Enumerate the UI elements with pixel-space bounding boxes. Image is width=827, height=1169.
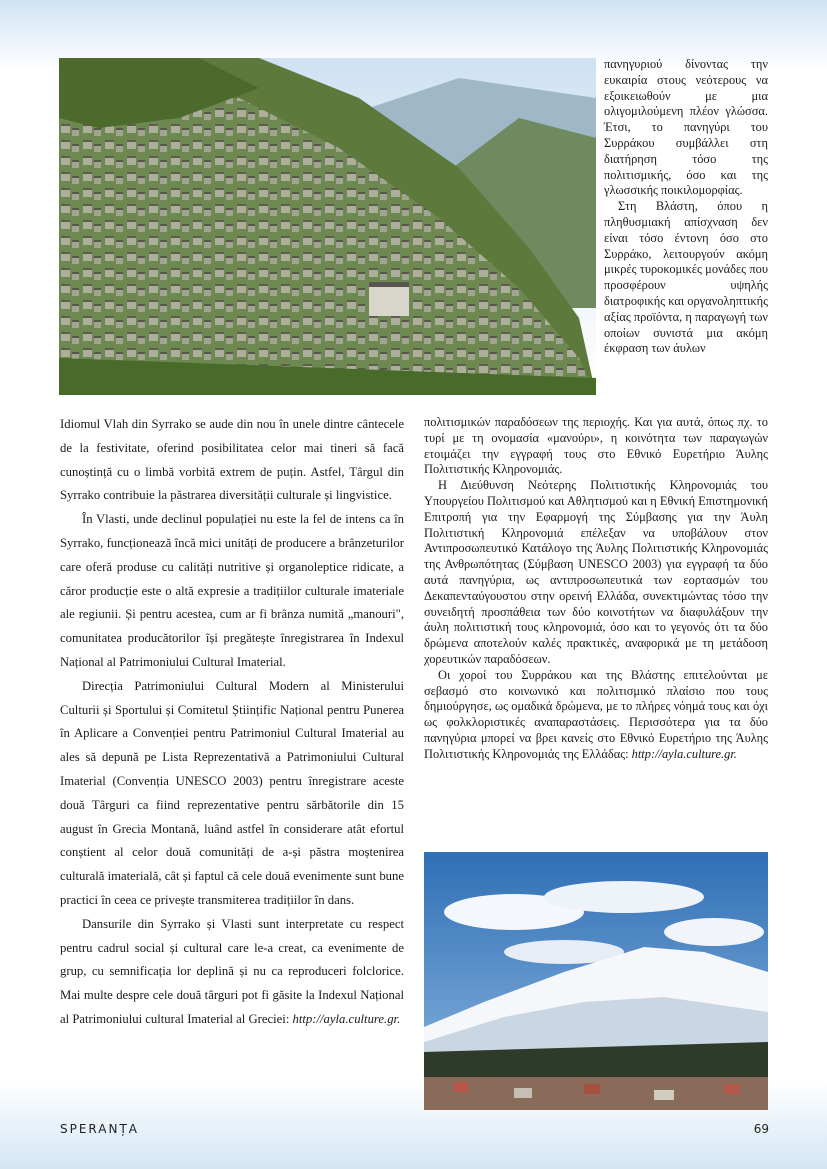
romanian-paragraph-1: Idiomul Vlah din Syrrako se aude din nou în unele dintre cântecele de la festivitate, oferind posibilitatea celor mai tineri să facă cunoștință cu o limbă vorbită extrem de puțin. Astfel, Târgul din Syrrako contribuie la păstrarea diversității culturale și lingvistice. <box>60 417 404 503</box>
romanian-paragraph-3: Direcția Patrimoniului Cultural Modern al Ministerului Culturii și Sportului și Comitetul Științific Național pentru Punerea în Aplicare a Convenției pentru Patrimoniul Cultural Imaterial au ales să depună pe Lista Reprezentativă a Patrimoniului Cultural Imaterial (Convenția UNESCO 2003) pentru înregistrare aceste două Târguri ca fiind reprezentative pentru sărbătorile din 15 august în Grecia Montană, luând astfel în considerare atât efortul conștient al celor două comunități de a-și păstra moștenirea culturală imaterială, cât și faptul că cele două evenimente sunt bune practici în ceea ce privește transmiterea tradițiilor în dans. <box>60 678 404 907</box>
greek-column-top <box>604 57 768 357</box>
romanian-paragraph-4-text: Dansurile din Syrrako și Vlasti sunt interpretate cu respect pentru cadrul social și cultural care le-a creat, ca evenimente de grup, cu semnificația lor deplină și nu ca reproduceri folclorice. Mai multe despre cele două târguri pot fi găsite la Indexul Național al Patrimoniului cultural Imaterial al Greciei: <box>60 916 404 1026</box>
romanian-link[interactable]: http://ayla.culture.gr. <box>292 1011 401 1026</box>
page-number: 69 <box>753 1122 769 1136</box>
greek-paragraph-3: Η Διεύθυνση Νεότερης Πολιτιστικής Κληρονομιάς του Υπουργείου Πολιτισμού και Αθλητισμού και η Εθνική Επιστημονική Επιτροπή για την Εφαρμογή της Σύμβασης για την Άυλη Πολιτιστική Κληρονομιά επέλεξαν να υποβάλουν στον Αντιπροσωπευτικό Κατάλογο της Άυλης Πολιτιστικής Κληρονομιάς της Ανθρωπότητας (Σύμβαση UNESCO 2003) για εγγραφή τα δύο αυτά πανηγύρια, ως αντιπροσωπευτικά των εορτασμών του Δεκαπενταύγουστου στην ορεινή Ελλάδα, συνεκτιμώντας τόσο την συνειδητή προσπάθεια των δύο κοινοτήτων να διαφυλάξουν την άυλη πολιτιστική τους κληρονομιά, όσο και το γεγονός ότι τα δύο δρώμενα αποτελούν καλές πρακτικές, αναφορικά με τη μετάδοση χορευτικών παραδόσεων. <box>424 478 768 666</box>
greek-paragraph-1: πανηγυριού δίνοντας την ευκαιρία στους νεότερους να εξοικειωθούν με μια ολιγομιλούμενη πλέον γλώσσα. Έτσι, το πανηγύρι του Συρράκου συμβάλλει στη διατήρηση τόσο της πολιτισμικής, όσο και της γλωσσικής ποικιλομορφίας. <box>604 57 768 198</box>
greek-paragraph-4 <box>424 668 768 763</box>
greek-link[interactable]: http://ayla.culture.gr. <box>631 746 737 761</box>
romanian-paragraph-4 <box>60 913 404 1032</box>
greek-column-main <box>424 415 768 763</box>
greek-paragraph-4-text: Οι χοροί του Συρράκου και της Βλάστης επιτελούνται με σεβασμό στο κοινωνικό και πολιτισμικό πλαίσιο που τους δημιούργησε, ως ομαδικά δρώμενα, με το πλήρες νόημά τους και όχι ως φολκλοριστικές αναπαραστάσεις. Περισσότερα για τα δύο πανηγύρια μπορεί να βρει κανείς στο Εθνικό Ευρετήριο της Άυλης Πολιτιστικής Κληρονομιάς της Ελλάδας: <box>424 667 768 761</box>
greek-paragraph-2: Στη Βλάστη, όπου η πληθυσμιακή απίσχναση δεν είναι τόσο έντονη όσο στο Συρράκο, λειτουργούν ακόμη μικρές τυροκομικές μονάδες που προσφέρουν υψηλής διατροφικής και οργανοληπτικής αξίας προϊόντα, η παραγωγή των οποίων συνιστά μια ακόμη έκφραση των άυλων <box>604 199 769 356</box>
romanian-paragraph-2: În Vlasti, unde declinul populației nu este la fel de intens ca în Syrrako, funcționează încă mici unități de producere a brânzeturilor care oferă produse cu calități nutritive și organoleptice ridicate, a căror producție este o altă expresie a tradițiilor culturale imateriale ale regiunii. Și pentru acestea, cum ar fi brânza numită „manouri", comunitatea producătorilor își pregătește înregistrarea în Indexul Național al Patrimoniului Cultural Imaterial. <box>60 512 404 669</box>
greek-paragraph-2-continued: πολιτισμικών παραδόσεων της περιοχής. Και για αυτά, όπως πχ. το τυρί με τη ονομασία «μανούρι», η κοινότητα των παραγωγών ετοιμάζει την εγγραφή τους στο Εθνικό Ευρετήριο Άυλης Πολιτιστικής Κληρονομιάς. <box>424 415 768 477</box>
magazine-name: SPERANȚA <box>60 1122 140 1136</box>
romanian-column <box>60 413 404 1032</box>
syrrako-village-photo <box>59 58 596 395</box>
vlasti-mountain-photo <box>424 852 768 1110</box>
